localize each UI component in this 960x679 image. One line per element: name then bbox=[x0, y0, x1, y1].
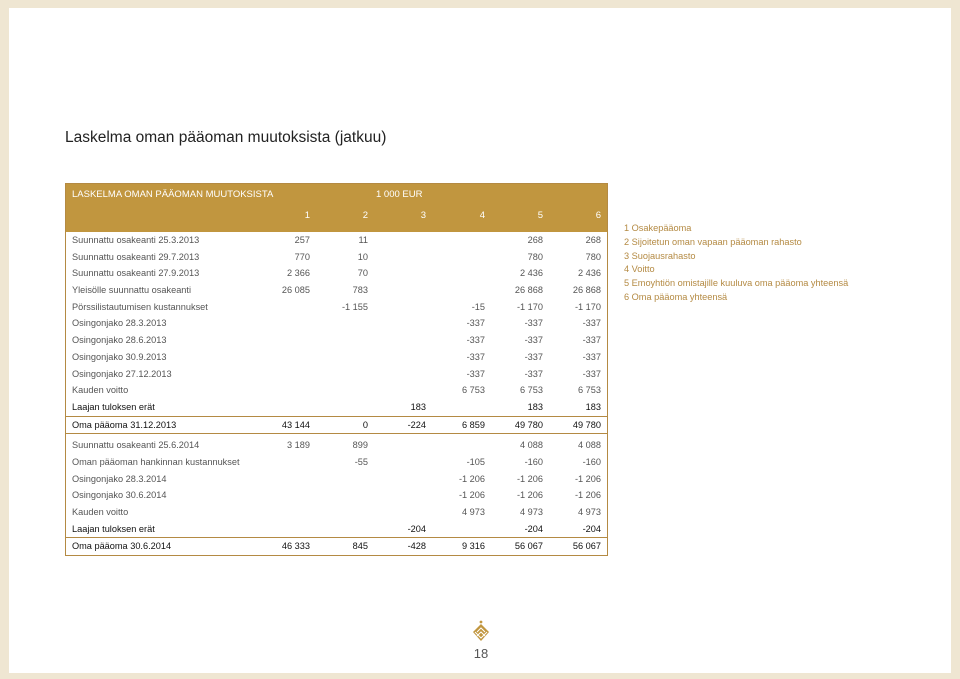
row-label: Suunnattu osakeanti 29.7.2013 bbox=[72, 251, 200, 262]
page bbox=[9, 8, 951, 673]
cell-col-6: 26 868 bbox=[572, 285, 601, 296]
cell-col-4: 4 973 bbox=[462, 507, 485, 517]
col-number: 1 bbox=[304, 210, 310, 221]
cell-col-4: -1 206 bbox=[458, 473, 485, 484]
table-row bbox=[66, 249, 607, 266]
cell-col-6: 6 753 bbox=[578, 385, 601, 396]
pinecone-logo-icon bbox=[470, 620, 492, 642]
cell-col-4: -337 bbox=[466, 335, 485, 346]
cell-col-6: -337 bbox=[582, 335, 601, 346]
table-row bbox=[66, 299, 607, 316]
row-label: Oma pääoma 30.6.2014 bbox=[72, 541, 172, 552]
cell-col-2: 0 bbox=[362, 419, 368, 430]
cell-col-1: 257 bbox=[294, 235, 310, 245]
cell-col-5: -204 bbox=[524, 523, 543, 534]
row-label: Laajan tuloksen erät bbox=[72, 523, 155, 534]
table-row bbox=[66, 437, 607, 454]
cell-col-3: 183 bbox=[410, 401, 426, 412]
cell-col-5: -337 bbox=[524, 335, 543, 346]
table-row bbox=[66, 349, 607, 366]
cell-col-2: 10 bbox=[357, 251, 368, 262]
cell-col-5: 4 088 bbox=[520, 440, 543, 451]
row-label: Suunnattu osakeanti 25.6.2014 bbox=[72, 440, 200, 451]
cell-col-5: 780 bbox=[527, 251, 543, 262]
cell-col-1: 26 085 bbox=[281, 285, 310, 296]
cell-col-2: 11 bbox=[358, 235, 368, 245]
cell-col-6: 4 088 bbox=[578, 440, 601, 451]
cell-col-5: -1 170 bbox=[516, 301, 543, 312]
row-label: Kauden voitto bbox=[72, 507, 129, 517]
cell-col-6: 4 973 bbox=[578, 507, 601, 517]
cell-col-1: 3 189 bbox=[287, 440, 310, 451]
cell-col-2: -1 155 bbox=[341, 301, 368, 312]
cell-col-5: 268 bbox=[527, 235, 543, 245]
row-label: Yleisölle suunnattu osakeanti bbox=[72, 285, 192, 296]
page-title: Laskelma oman pääoman muutoksista (jatkuu) bbox=[65, 129, 387, 146]
table-row bbox=[66, 366, 607, 383]
row-label: Suunnattu osakeanti 25.3.2013 bbox=[72, 235, 200, 245]
cell-col-4: -1 206 bbox=[458, 490, 485, 501]
table-header bbox=[66, 184, 607, 232]
table-body bbox=[66, 232, 607, 556]
cell-col-3: -428 bbox=[407, 541, 426, 552]
cell-col-6: -337 bbox=[582, 368, 601, 379]
row-label: Oma pääoma 31.12.2013 bbox=[72, 419, 177, 430]
table-row bbox=[66, 282, 607, 299]
row-label: Osingonjako 30.6.2014 bbox=[72, 490, 167, 501]
cell-col-5: 56 067 bbox=[514, 541, 543, 552]
cell-col-4: 6 859 bbox=[462, 419, 485, 430]
legend-item: 1 Osakepääoma bbox=[624, 223, 692, 233]
cell-col-5: -1 206 bbox=[516, 473, 543, 484]
table-row bbox=[66, 332, 607, 349]
cell-col-6: -1 206 bbox=[574, 490, 601, 501]
row-label: Pörssilistautumisen kustannukset bbox=[72, 301, 208, 312]
row-label: Osingonjako 28.3.2014 bbox=[72, 473, 167, 484]
cell-col-4: -337 bbox=[466, 351, 485, 362]
cell-col-6: -204 bbox=[582, 523, 601, 534]
row-label: Laajan tuloksen erät bbox=[72, 401, 155, 412]
cell-col-2: 783 bbox=[352, 285, 368, 296]
table-row bbox=[66, 382, 607, 399]
cell-col-4: -105 bbox=[466, 456, 485, 467]
row-label: Kauden voitto bbox=[72, 385, 129, 396]
cell-col-6: 183 bbox=[585, 401, 601, 412]
legend-item: 5 Emoyhtiön omistajille kuuluva oma pääoma yhteensä bbox=[624, 278, 849, 289]
cell-col-5: 4 973 bbox=[520, 507, 543, 517]
legend-item: 6 Oma pääoma yhteensä bbox=[624, 291, 728, 302]
cell-col-4: 6 753 bbox=[462, 385, 485, 396]
row-label: Osingonjako 30.9.2013 bbox=[72, 351, 167, 362]
cell-col-4: -337 bbox=[466, 368, 485, 379]
equity-changes-table bbox=[65, 183, 608, 556]
cell-col-4: -15 bbox=[471, 301, 485, 312]
table-row bbox=[66, 471, 607, 488]
table-row bbox=[66, 399, 607, 416]
cell-col-6: -160 bbox=[582, 456, 601, 467]
col-number: 4 bbox=[479, 210, 485, 221]
cell-col-1: 770 bbox=[294, 251, 310, 262]
cell-col-5: -337 bbox=[524, 368, 543, 379]
cell-col-6: 49 780 bbox=[572, 419, 601, 430]
legend-item: 3 Suojausrahasto bbox=[624, 250, 696, 261]
page-number: 18 bbox=[473, 646, 489, 661]
table-row bbox=[66, 315, 607, 332]
cell-col-1: 2 366 bbox=[287, 268, 310, 279]
col-number: 5 bbox=[537, 210, 543, 221]
cell-col-2: 899 bbox=[352, 440, 368, 451]
cell-col-6: 268 bbox=[585, 235, 601, 245]
table-row bbox=[66, 521, 607, 538]
cell-col-3: -224 bbox=[407, 419, 426, 430]
table-row bbox=[66, 504, 607, 521]
col-number: 3 bbox=[420, 210, 426, 221]
legend-item: 2 Sijoitetun oman vapaan pääoman rahasto bbox=[624, 236, 802, 247]
column-legend bbox=[624, 222, 848, 305]
cell-col-5: -1 206 bbox=[516, 490, 543, 501]
cell-col-5: 49 780 bbox=[514, 419, 543, 430]
cell-col-5: 6 753 bbox=[520, 385, 543, 396]
cell-col-6: 56 067 bbox=[572, 541, 601, 552]
cell-col-3: -204 bbox=[407, 523, 426, 534]
legend-item: 4 Voitto bbox=[624, 264, 655, 275]
cell-col-5: -337 bbox=[524, 351, 543, 362]
col-number: 2 bbox=[362, 210, 368, 221]
table-row bbox=[66, 232, 607, 249]
row-label: Osingonjako 28.6.2013 bbox=[72, 335, 167, 346]
table-row bbox=[66, 487, 607, 504]
row-label: Oman pääoman hankinnan kustannukset bbox=[72, 456, 240, 467]
table-row bbox=[66, 537, 607, 556]
table-unit: 1 000 EUR bbox=[376, 189, 423, 200]
table-header-label: LASKELMA OMAN PÄÄOMAN MUUTOKSISTA bbox=[72, 189, 274, 200]
cell-col-1: 43 144 bbox=[281, 419, 310, 430]
cell-col-4: -337 bbox=[466, 318, 485, 329]
cell-col-4: 9 316 bbox=[462, 541, 485, 552]
cell-col-6: 780 bbox=[585, 251, 601, 262]
row-label: Suunnattu osakeanti 27.9.2013 bbox=[72, 268, 200, 279]
cell-col-2: -55 bbox=[354, 456, 368, 467]
cell-col-5: 183 bbox=[527, 401, 543, 412]
cell-col-6: 2 436 bbox=[578, 268, 601, 279]
table-row bbox=[66, 265, 607, 282]
cell-col-5: -337 bbox=[524, 318, 543, 329]
table-row bbox=[66, 454, 607, 471]
row-label: Osingonjako 28.3.2013 bbox=[72, 318, 167, 329]
cell-col-2: 845 bbox=[352, 541, 368, 552]
table-row bbox=[66, 416, 607, 435]
col-number: 6 bbox=[595, 210, 601, 221]
cell-col-5: 2 436 bbox=[520, 268, 543, 279]
cell-col-1: 46 333 bbox=[281, 541, 310, 552]
cell-col-5: 26 868 bbox=[514, 285, 543, 296]
cell-col-6: -1 170 bbox=[574, 301, 601, 312]
cell-col-6: -1 206 bbox=[574, 473, 601, 484]
cell-col-6: -337 bbox=[582, 318, 601, 329]
cell-col-2: 70 bbox=[357, 268, 368, 279]
cell-col-5: -160 bbox=[524, 456, 543, 467]
row-label: Osingonjako 27.12.2013 bbox=[72, 368, 172, 379]
cell-col-6: -337 bbox=[582, 351, 601, 362]
